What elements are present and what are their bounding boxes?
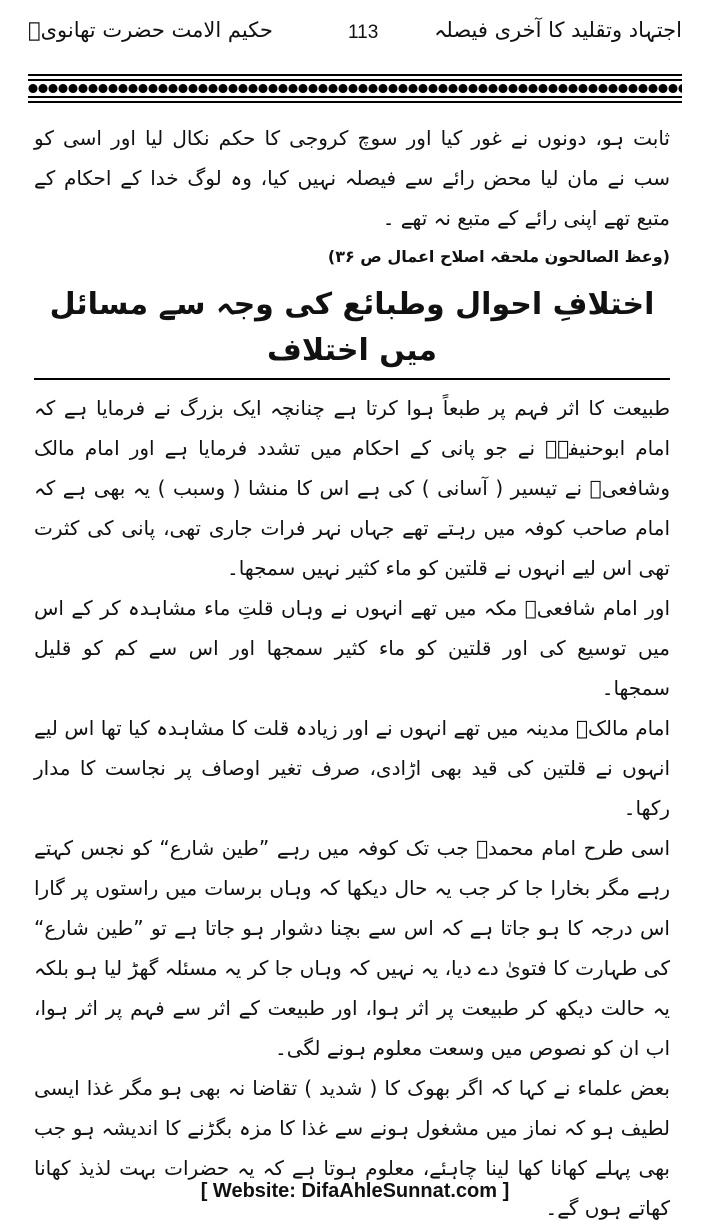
page-header	[28, 14, 682, 54]
border-line	[28, 74, 682, 76]
book-title: اجتہاد وتقلید کا آخری فیصلہ	[434, 18, 682, 42]
page-number: 113	[348, 22, 379, 43]
body-paragraph: اور امام شافعیؒ مکہ میں تھے انہوں نے وہاں قلتِ ماء مشاہدہ کر کے اس میں توسیع کی اور قلتین کو ماء کثیر سمجھا اور اس سے کم کو قلیل سمجھا۔	[34, 596, 670, 700]
border-line	[28, 101, 682, 103]
intro-paragraph: ثابت ہو، دونوں نے غور کیا اور سوچ کروجی کا حکم نکال لیا اور اسی کو سب نے مان لیا محض رائے سے فیصلہ نہیں کیا، وہ لوگ خدا کے احکام کے متبع تھے اپنی رائے کے متبع نہ تھے ۔	[34, 126, 670, 230]
section-heading-wrap	[34, 282, 670, 380]
border-line	[28, 96, 682, 98]
border-line	[28, 79, 682, 81]
page-content	[34, 118, 670, 1228]
decorative-border	[28, 72, 682, 104]
section-heading: اختلافِ احوال وطبائع کی وجہ سے مسائل میں اختلاف	[34, 282, 670, 380]
body-paragraph: طبیعت کا اثر فہم پر طبعاً ہوا کرتا ہے چنانچہ ایک بزرگ نے فرمایا ہے کہ امام ابوحنیفہؒ نے جو پانی کے احکام میں تشدد فرمایا ہے اور امام مالک وشافعیؒ نے تیسیر ( آسانی ) کی ہے اس کا منشا ( وسبب ) یہ بھی ہے کہ امام صاحب کوفہ میں رہتے تھے جہاں نہر فرات جاری تھی، پانی کی کثرت تھی اس لیے انہوں نے قلتین کو ماء کثیر نہیں سمجھا۔	[34, 396, 670, 580]
reference-citation: (وعظ الصالحون ملحقہ اصلاح اعمال ص ۳۶)	[327, 247, 670, 266]
body-paragraph: امام مالکؒ مدینہ میں تھے انہوں نے اور زیادہ قلت کا مشاہدہ کیا تھا اس لیے انہوں نے قلتین کی قید بھی اڑادی، صرف تغیر اوصاف پر نجاست کا مدار رکھا۔	[34, 716, 670, 820]
border-dots	[28, 83, 682, 94]
website-footer: [ Website: DifaAhleSunnat.com ]	[200, 1180, 510, 1202]
body-paragraph: اسی طرح امام محمدؒ جب تک کوفہ میں رہے ”طین شارع“ کو نجس کہتے رہے مگر بخارا جا کر جب یہ حال دیکھا کہ وہاں برسات میں راستوں پر گارا اس درجہ کا ہو جاتا ہے کہ اس سے بچنا دشوار ہو جاتا ہے تو ”طین شارع“ کی طہارت کا فتویٰ دے دیا، یہ نہیں کہ وہاں جا کر یہ مسئلہ گھڑ لیا ہو بلکہ یہ حالت دیکھ کر طبیعت پر اثر ہوا، اور طبیعت کے اثر سے فہم پر اثر ہوا، اب ان کو نصوص میں وسعت معلوم ہونے لگی۔	[34, 836, 670, 1060]
author-name: حکیم الامت حضرت تھانویؒ	[28, 18, 273, 42]
body-paragraph: بعض علماء نے کہا کہ اگر بھوک کا ( شدید ) تقاضا نہ بھی ہو مگر غذا ایسی لطیف ہو کہ نماز میں مشغول ہونے سے غذا کا مزہ بگڑنے کا اندیشہ ہو جب بھی پہلے کھانا کھا لینا چاہئے، معلوم ہوتا ہے کہ یہ حضرات بہت لذیذ کھانا کھاتے ہوں گے۔	[34, 1076, 670, 1220]
